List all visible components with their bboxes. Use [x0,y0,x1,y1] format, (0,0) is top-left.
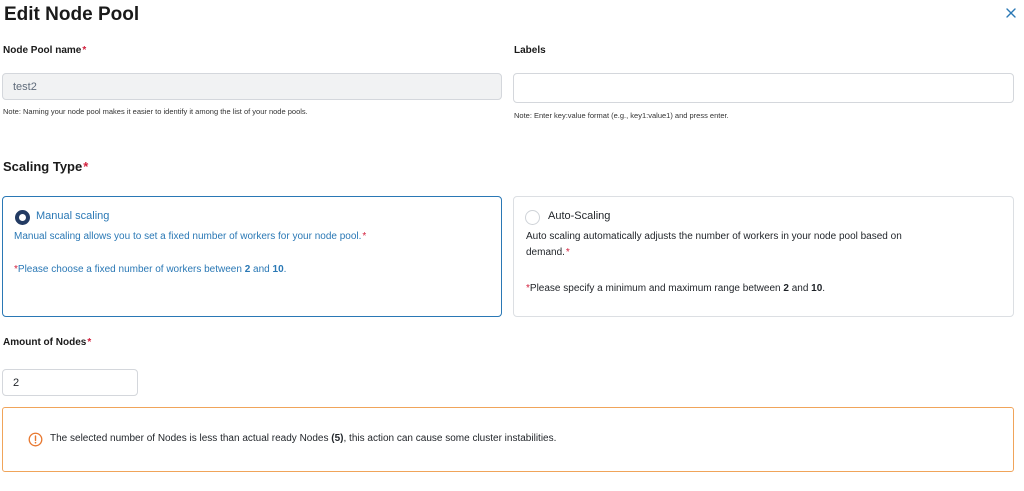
auto-scaling-hint: *Please specify a minimum and maximum range between 2 and 10. [526,283,826,294]
warning-message: The selected number of Nodes is less than actual ready Nodes (5), this action can cause some cluster instabilities. [50,433,557,444]
dialog-title: Edit Node Pool [4,4,140,25]
node-pool-name-note: Note: Naming your node pool makes it easier to identify it among the list of your node pools. [3,107,308,116]
labels-label: Labels [514,45,546,56]
auto-scaling-radio[interactable] [525,210,540,225]
auto-scaling-option[interactable] [513,196,1014,317]
auto-scaling-description: Auto scaling automatically adjusts the number of workers in your node pool based on demand.* [526,231,902,258]
manual-scaling-title: Manual scaling [36,210,110,222]
close-icon[interactable] [1004,6,1018,20]
manual-scaling-radio[interactable] [15,210,30,225]
labels-input[interactable] [513,73,1014,103]
manual-scaling-option[interactable] [2,196,502,317]
manual-scaling-description: Manual scaling allows you to set a fixed number of workers for your node pool.* [14,231,367,242]
node-pool-name-input[interactable] [2,73,502,100]
amount-of-nodes-input[interactable] [2,369,138,396]
labels-note: Note: Enter key:value format (e.g., key1:value1) and press enter. [514,111,729,120]
scaling-type-heading: Scaling Type* [3,159,89,174]
manual-scaling-hint: *Please choose a fixed number of workers between 2 and 10. [14,264,287,275]
warning-icon [28,432,43,447]
node-pool-name-label: Node Pool name* [3,45,87,56]
amount-of-nodes-label: Amount of Nodes* [3,337,92,348]
auto-scaling-title: Auto-Scaling [548,210,611,222]
node-count-warning [2,407,1014,472]
